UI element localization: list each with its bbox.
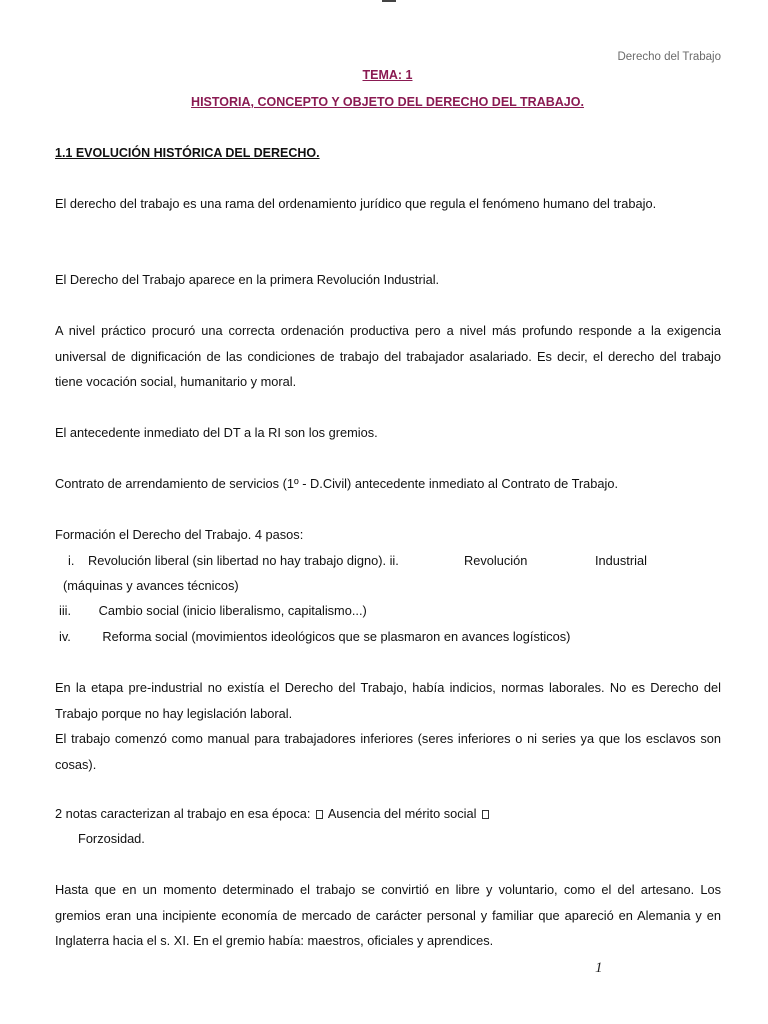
missing-glyph-icon: [316, 810, 323, 819]
paragraph-9-continuation: Forzosidad.: [78, 831, 145, 846]
list-marker: iii.: [59, 603, 72, 618]
paragraph-6: Formación el Derecho del Trabajo. 4 pasos:: [55, 527, 304, 542]
list-item-ii-continuation: (máquinas y avances técnicos): [63, 578, 239, 593]
paragraph-1: El derecho del trabajo es una rama del ordenamiento jurídico que regula el fenómeno humano del trabajo.: [55, 196, 657, 211]
section-heading: 1.1 EVOLUCIÓN HISTÓRICA DEL DERECHO.: [55, 146, 320, 160]
paragraph-9: [55, 801, 491, 826]
paragraph-8: El trabajo comenzó como manual para trabajadores inferiores (seres inferiores o ni series ya que los esclavos son cosas).: [55, 731, 721, 772]
running-header: Derecho del Trabajo: [617, 51, 721, 63]
list-item-iii: [59, 598, 367, 623]
tema-heading: TEMA: 1: [362, 68, 413, 82]
paragraph-5: Contrato de arrendamiento de servicios (1º - D.Civil) antecedente inmediato al Contrato de Trabajo.: [55, 476, 619, 491]
list-item-i: [68, 548, 399, 573]
missing-glyph-icon: [482, 810, 489, 819]
list-item-text: Revolución liberal (sin libertad no hay trabajo digno). ii.: [87, 553, 399, 568]
document-title: HISTORIA, CONCEPTO Y OBJETO DEL DERECHO DEL TRABAJO.: [191, 95, 584, 109]
list-item-ii-word: Revolución: [464, 553, 528, 568]
list-marker: i.: [68, 553, 75, 568]
page-number: 1: [595, 960, 603, 976]
paragraph-9-start: 2 notas caracterizan al trabajo en esa época:: [55, 806, 311, 821]
paragraph-10: Hasta que en un momento determinado el trabajo se convirtió en libre y voluntario, como el del artesano. Los gremios eran una incipiente economía de mercado de carácter personal y familiar que apareció en Alemania y en Inglaterra hacia el s. XI. En el gremio había: maestros, oficiales y aprendices.: [55, 882, 721, 948]
top-edge-mark: [382, 0, 396, 2]
list-item-ii-word: Industrial: [595, 553, 647, 568]
list-item-text: Reforma social (movimientos ideológicos que se plasmaron en avances logísticos): [102, 629, 571, 644]
paragraph-3: A nivel práctico procuró una correcta ordenación productiva pero a nivel más profundo responde a la exigencia universal de dignificación de las condiciones de trabajo del trabajador asalariado. Es decir, el derecho del trabajo tiene vocación social, humanitario y moral.: [55, 323, 721, 389]
paragraph-7: En la etapa pre-industrial no existía el Derecho del Trabajo, había indicios, normas laborales. No es Derecho del Trabajo porque no hay legislación laboral.: [55, 680, 721, 721]
list-item-iv: [59, 624, 570, 649]
paragraph-4: El antecedente inmediato del DT a la RI son los gremios.: [55, 425, 378, 440]
list-marker: iv.: [59, 629, 71, 644]
list-item-text: Cambio social (inicio liberalismo, capitalismo...): [98, 603, 367, 618]
paragraph-9-middle: Ausencia del mérito social: [327, 806, 477, 821]
paragraph-2: El Derecho del Trabajo aparece en la primera Revolución Industrial.: [55, 272, 440, 287]
